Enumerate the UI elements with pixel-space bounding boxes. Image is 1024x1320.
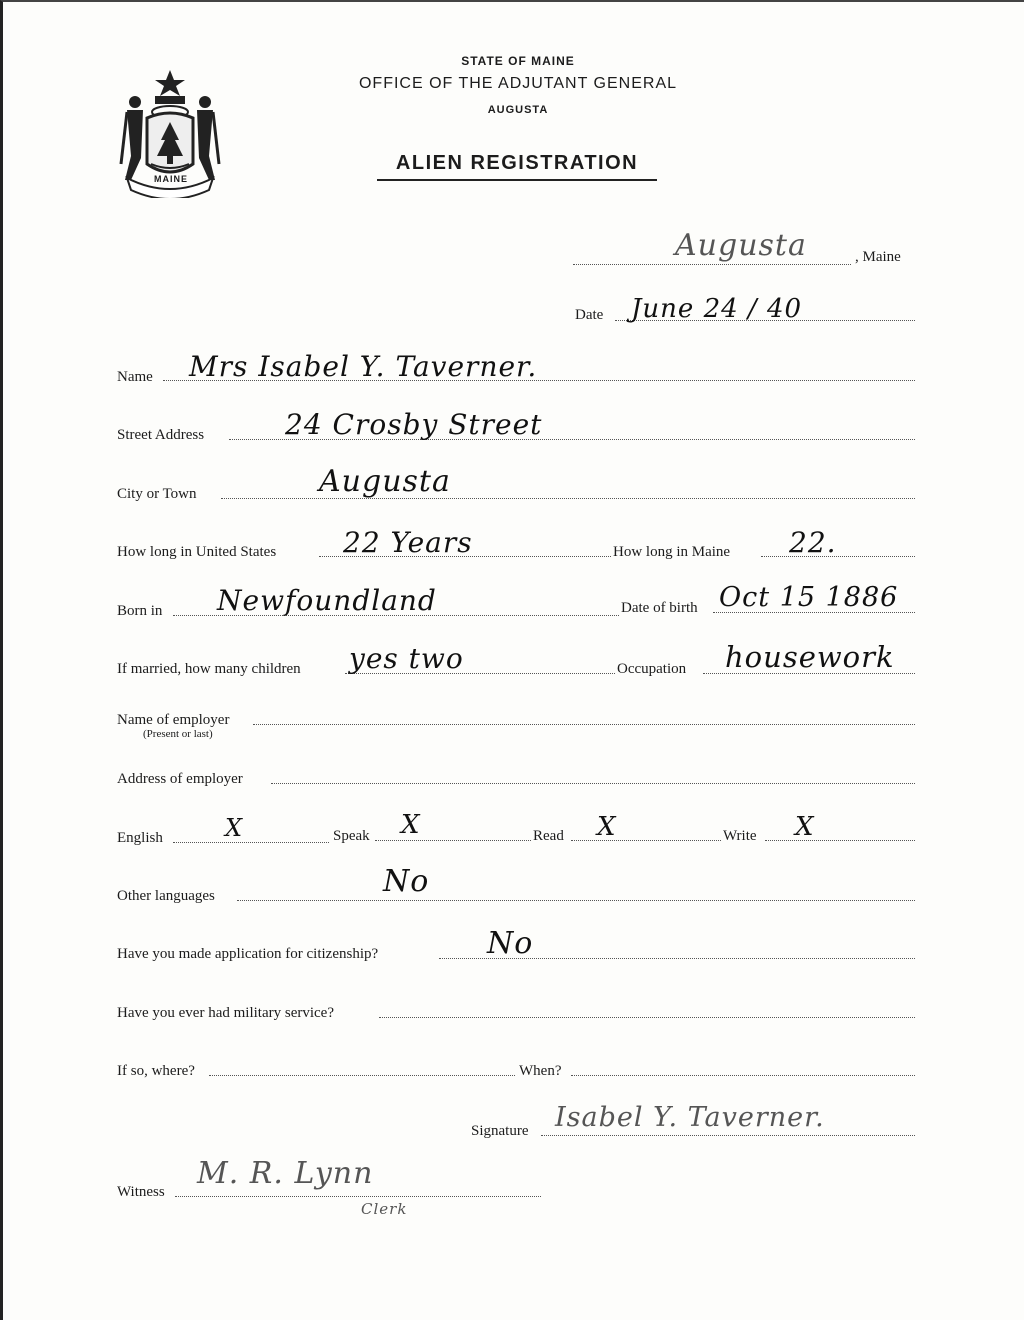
maine-line <box>761 556 915 557</box>
maine-label: How long in Maine <box>613 544 731 560</box>
born-label: Born in <box>117 603 163 619</box>
born-value: Newfoundland <box>217 584 437 617</box>
english-value: X <box>225 814 244 842</box>
write-label: Write <box>723 828 757 844</box>
dob-label: Date of birth <box>621 600 698 616</box>
english-label: English <box>117 830 163 846</box>
witness-label: Witness <box>117 1184 165 1200</box>
name-value: Mrs Isabel Y. Taverner. <box>189 350 538 383</box>
occupation-label: Occupation <box>617 661 687 677</box>
citizenship-label: Have you made application for citizenship? <box>117 946 379 962</box>
place-line <box>573 264 851 265</box>
street-label: Street Address <box>117 427 205 443</box>
read-value: X <box>597 812 617 842</box>
place-suffix: , Maine <box>855 249 901 265</box>
us-value: 22 Years <box>343 526 473 559</box>
name-label: Name <box>117 369 153 385</box>
us-label: How long in United States <box>117 544 277 560</box>
maine-value: 22. <box>789 526 837 559</box>
military-label: Have you ever had military service? <box>117 1005 334 1021</box>
where-label: If so, where? <box>117 1063 195 1079</box>
speak-line <box>375 840 531 841</box>
employer-sublabel: (Present or last) <box>143 728 213 740</box>
speak-label: Speak <box>333 828 370 844</box>
signature-value: Isabel Y. Taverner. <box>555 1102 825 1133</box>
header-city: AUGUSTA <box>487 104 549 116</box>
read-line <box>571 840 721 841</box>
date-value: June 24 / 40 <box>631 294 803 324</box>
seal-banner-text: MAINE <box>154 174 188 184</box>
speak-value: X <box>401 810 421 840</box>
date-label: Date <box>575 307 604 323</box>
citizenship-value: No <box>487 926 534 961</box>
city-value: Augusta <box>319 464 451 499</box>
children-value: yes two <box>349 642 464 675</box>
where-line <box>209 1075 515 1076</box>
street-value: 24 Crosby Street <box>285 408 543 441</box>
form-title: ALIEN REGISTRATION <box>377 152 657 181</box>
header-state: STATE OF MAINE <box>461 54 575 68</box>
other-languages-label: Other languages <box>117 888 215 904</box>
other-languages-value: No <box>383 864 430 899</box>
when-label: When? <box>519 1063 562 1079</box>
english-line <box>173 842 329 843</box>
occupation-value: housework <box>725 640 895 674</box>
witness-title: Clerk <box>361 1200 408 1218</box>
military-line <box>379 1017 915 1018</box>
header-office: OFFICE OF THE ADJUTANT GENERAL <box>358 75 678 92</box>
other-languages-line <box>237 900 915 901</box>
dob-value: Oct 15 1886 <box>719 582 899 613</box>
employer-label: Name of employer <box>117 712 230 728</box>
write-line <box>765 840 915 841</box>
write-value: X <box>795 812 815 842</box>
signature-label: Signature <box>471 1123 529 1139</box>
place-value: Augusta <box>675 228 807 263</box>
witness-value: M. R. Lynn <box>197 1156 374 1191</box>
children-label: If married, how many children <box>117 661 301 677</box>
witness-line <box>175 1196 541 1197</box>
employer-line <box>253 724 915 725</box>
read-label: Read <box>533 828 564 844</box>
signature-line <box>541 1135 915 1136</box>
employer-address-label: Address of employer <box>117 771 243 787</box>
employer-address-line <box>271 783 915 784</box>
when-line <box>571 1075 915 1076</box>
city-label: City or Town <box>117 486 197 502</box>
